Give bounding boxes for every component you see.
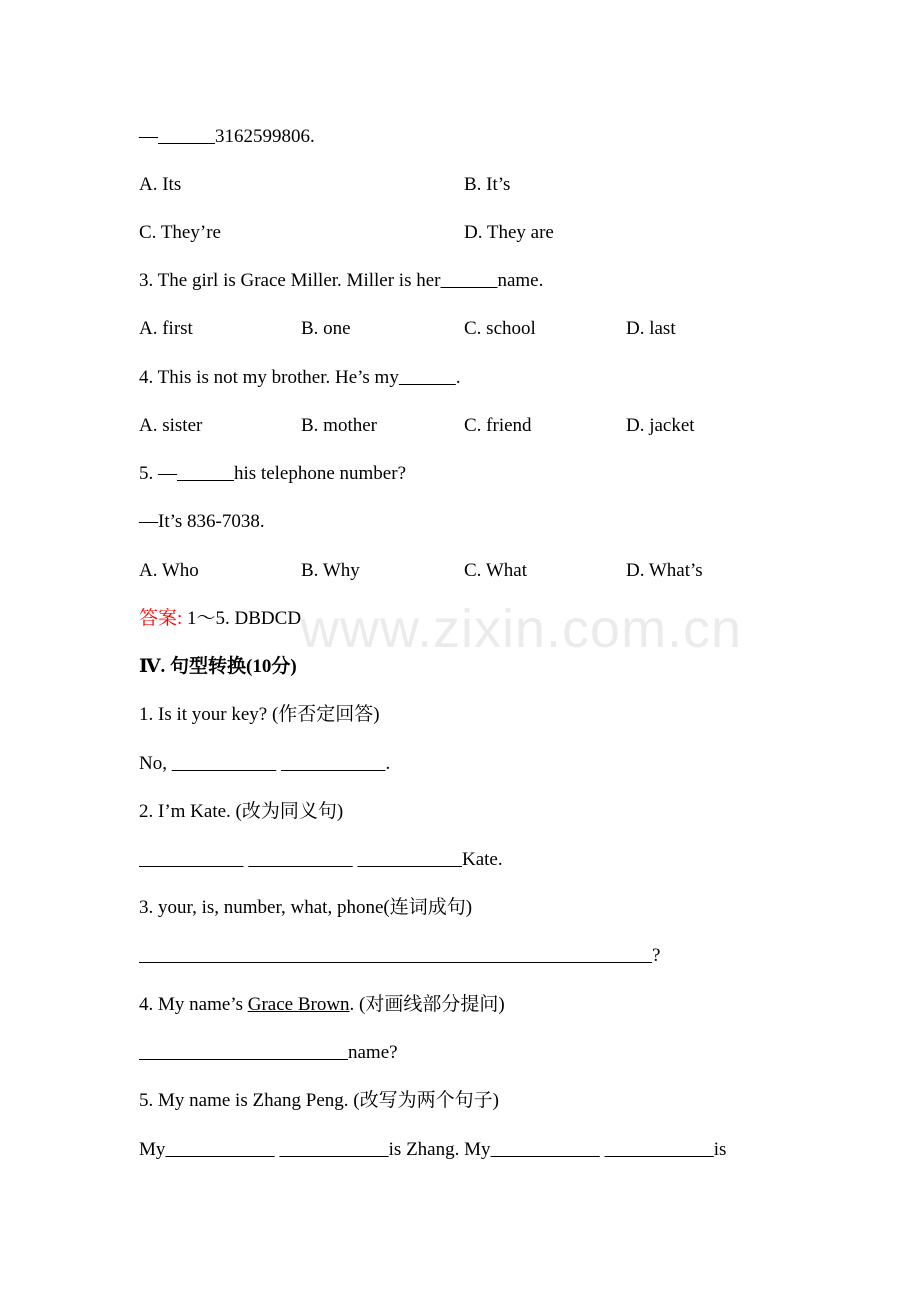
watermark: www.zixin.com.cn bbox=[300, 599, 743, 659]
q4-stem bbox=[139, 366, 461, 390]
s5-blank-3[interactable] bbox=[491, 1139, 600, 1160]
q3-text: 3. The girl is Grace Miller. Miller is her bbox=[139, 270, 441, 291]
q5-option-c[interactable]: C. What bbox=[464, 560, 527, 581]
q3-option-d[interactable]: D. last bbox=[626, 318, 676, 339]
s3-suffix: ? bbox=[652, 945, 661, 966]
s4-suffix: . (对画线部分提问) bbox=[349, 994, 505, 1015]
s2-blank-1[interactable] bbox=[139, 849, 244, 870]
answer-text: 1～5. DBDCD bbox=[182, 608, 302, 629]
s1-answer-line bbox=[139, 752, 390, 776]
answer-label: 答案: bbox=[139, 608, 183, 629]
s1-prefix: No, bbox=[139, 753, 172, 774]
s2-question: 2. I’m Kate. (改为同义句) bbox=[139, 801, 344, 822]
q4-option-b[interactable]: B. mother bbox=[301, 415, 377, 436]
s5-blank-4[interactable] bbox=[605, 1139, 714, 1160]
q4-text: 4. This is not my brother. He’s my bbox=[139, 367, 399, 388]
dash: — bbox=[139, 126, 158, 147]
s1-question: 1. Is it your key? (作否定回答) bbox=[139, 704, 380, 725]
q3-option-a[interactable]: A. first bbox=[139, 318, 193, 339]
q3-option-c[interactable]: C. school bbox=[464, 318, 536, 339]
q2-number: 3162599806. bbox=[215, 126, 315, 147]
q3-suffix: name. bbox=[497, 270, 544, 291]
s2-answer-line bbox=[139, 848, 503, 872]
s5-question: 5. My name is Zhang Peng. (改写为两个句子) bbox=[139, 1090, 499, 1111]
s4-question bbox=[139, 993, 505, 1017]
s2-suffix: Kate. bbox=[462, 849, 503, 870]
s4-answer-line bbox=[139, 1041, 398, 1065]
q3-option-b[interactable]: B. one bbox=[301, 318, 351, 339]
q5-blank[interactable] bbox=[177, 463, 234, 484]
q4-option-d[interactable]: D. jacket bbox=[626, 415, 695, 436]
s2-blank-3[interactable] bbox=[358, 849, 463, 870]
s5-p3: is bbox=[713, 1139, 727, 1160]
s1-suffix: . bbox=[385, 753, 391, 774]
q5-stem bbox=[139, 462, 406, 486]
s3-answer-line bbox=[139, 944, 660, 968]
q5-option-a[interactable]: A. Who bbox=[139, 560, 199, 581]
q5-option-d[interactable]: D. What’s bbox=[626, 560, 703, 581]
q3-blank[interactable] bbox=[440, 270, 497, 291]
q4-option-c[interactable]: C. friend bbox=[464, 415, 532, 436]
q5-text: 5. — bbox=[139, 463, 177, 484]
s3-blank[interactable] bbox=[139, 945, 652, 966]
answer-key bbox=[139, 607, 301, 631]
q5-reply: —It’s 836-7038. bbox=[139, 511, 265, 532]
s1-blank-1[interactable] bbox=[172, 753, 277, 774]
s5-blank-1[interactable] bbox=[165, 1139, 274, 1160]
s5-answer-line bbox=[139, 1138, 726, 1162]
q2-option-c[interactable]: C. They’re bbox=[139, 222, 221, 243]
s2-blank-2[interactable] bbox=[248, 849, 353, 870]
q2-answer-line bbox=[139, 125, 315, 149]
s5-blank-2[interactable] bbox=[279, 1139, 388, 1160]
s5-p1: My bbox=[139, 1139, 166, 1160]
q5-suffix: his telephone number? bbox=[234, 463, 407, 484]
s3-question: 3. your, is, number, what, phone(连词成句) bbox=[139, 897, 473, 918]
s4-blank[interactable] bbox=[139, 1042, 348, 1063]
q4-blank[interactable] bbox=[399, 367, 456, 388]
s4-underlined: Grace Brown bbox=[247, 994, 350, 1015]
s4-prefix: 4. My name’s bbox=[139, 994, 248, 1015]
q3-stem bbox=[139, 269, 543, 293]
q4-option-a[interactable]: A. sister bbox=[139, 415, 203, 436]
q2-option-a[interactable]: A. Its bbox=[139, 174, 182, 195]
s4-ans-suffix: name? bbox=[348, 1042, 398, 1063]
s5-p2: is Zhang. My bbox=[388, 1139, 491, 1160]
q2-option-b[interactable]: B. It’s bbox=[464, 174, 511, 195]
q2-option-d[interactable]: D. They are bbox=[464, 222, 554, 243]
q4-suffix: . bbox=[455, 367, 461, 388]
s1-blank-2[interactable] bbox=[281, 753, 386, 774]
section-title: Ⅳ. 句型转换(10分) bbox=[139, 656, 297, 677]
q5-option-b[interactable]: B. Why bbox=[301, 560, 360, 581]
q2-blank[interactable] bbox=[158, 126, 215, 147]
